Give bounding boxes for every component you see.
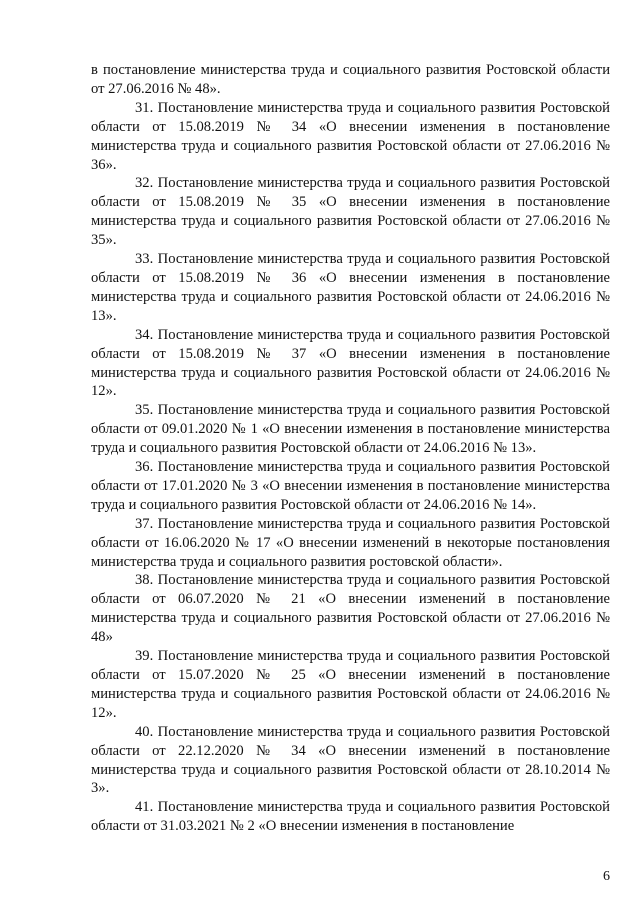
list-item-31: 31. Постановление министерства труда и социального развития Ростовской области от 15.08.2019 № 34 «О внесении изменения в постановление министерства труда и социального развития Ростовской области от 27.06.2016 № 36». xyxy=(91,99,610,173)
list-item-41: 41. Постановление министерства труда и социального развития Ростовской области от 31.03.2021 № 2 «О внесении изменения в постановление xyxy=(91,799,610,835)
list-item-38: 38. Постановление министерства труда и социального развития Ростовской области от 06.07.2020 № 21 «О внесении изменений в постановление министерства труда и социального развития Ростовской области от 27.06.2016 № 48» xyxy=(91,572,610,646)
list-item-35: 35. Постановление министерства труда и социального развития Ростовской области от 09.01.2020 № 1 «О внесении изменения в постановление министерства труда и социального развития Ростовской области от 24.06.2016 № 13». xyxy=(91,402,610,457)
paragraph-continuation: в постановление министерства труда и социального развития Ростовской области от 27.06.2016 № 48». xyxy=(91,62,610,97)
list-item-40: 40. Постановление министерства труда и социального развития Ростовской области от 22.12.2020 № 34 «О внесении изменений в постановление министерства труда и социального развития Ростовской области от 28.10.2014 № 3». xyxy=(91,723,610,797)
document-body xyxy=(91,61,610,836)
list-item-39: 39. Постановление министерства труда и социального развития Ростовской области от 15.07.2020 № 25 «О внесении изменений в постановление министерства труда и социального развития Ростовской области от 24.06.2016 № 12». xyxy=(91,648,610,721)
list-item-32: 32. Постановление министерства труда и социального развития Ростовской области от 15.08.2019 № 35 «О внесении изменения в постановление министерства труда и социального развития Ростовской области от 27.06.2016 № 35». xyxy=(91,175,610,249)
list-item-37: 37. Постановление министерства труда и социального развития Ростовской области от 16.06.2020 № 17 «О внесении изменений в некоторые постановления министерства труда и социального развития ростовской области». xyxy=(91,515,610,570)
list-item-36: 36. Постановление министерства труда и социального развития Ростовской области от 17.01.2020 № 3 «О внесении изменения в постановление министерства труда и социального развития Ростовской области от 24.06.2016 № 14». xyxy=(91,459,610,513)
list-item-34: 34. Постановление министерства труда и социального развития Ростовской области от 15.08.2019 № 37 «О внесении изменения в постановление министерства труда и социального развития Ростовской области от 24.06.2016 № 12». xyxy=(91,326,610,400)
list-item-33: 33. Постановление министерства труда и социального развития Ростовской области от 15.08.2019 № 36 «О внесении изменения в постановление министерства труда и социального развития Ростовской области от 24.06.2016 № 13». xyxy=(91,251,610,324)
page-number: 6 xyxy=(603,869,610,884)
